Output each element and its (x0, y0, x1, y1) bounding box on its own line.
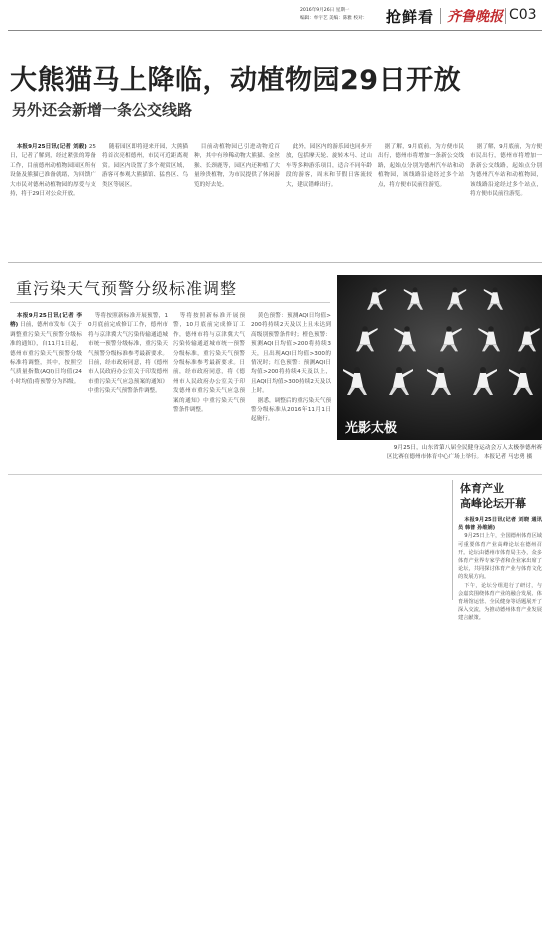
editor-credit: 编辑：牟宇艺 (300, 16, 328, 21)
smog-column-1 (10, 312, 82, 440)
lead-column-1 (10, 143, 96, 255)
lead-column-3 (194, 143, 280, 255)
section-name: 抢鲜看 (386, 8, 435, 26)
lead-column-6 (470, 143, 542, 255)
lead-headline: 大熊猫马上降临，动植物园29日开放 (10, 65, 462, 96)
smog-headline: 重污染天气预警分级标准调整 (16, 279, 238, 298)
sports-column (458, 516, 542, 716)
lead-text-5-continued: 据了解，9月底前，为方便市民出行，德州市将增加一条新公交线路，起始点分别为德州汽车站和动植物园，该线路沿途经过多个站点，将方便市民前往游览。 (470, 144, 542, 198)
sports-headline-1: 体育产业 (460, 482, 504, 495)
smog-column-3 (173, 312, 245, 440)
smog-text-4: 据悉，调整后的重污染天气预警分级标准从2016年11月1日起施行。 (251, 397, 331, 423)
smog-byline: 本报9月25日讯(记者 李榕) (10, 313, 82, 329)
proof-credit: 校对： (353, 16, 368, 21)
photo-caption-title: 光影太极 (345, 421, 398, 436)
sports-left-border (452, 480, 453, 600)
smog-column-4 (251, 312, 331, 440)
lead-text-1: 25日，记者了解到，经过紧张的筹备工作，目前德州动植物园园区所有设备及熊猫已准备就绪，为回馈广大市民对德州动植物园的厚爱与支持，将于29日对公众开放。 (10, 144, 96, 198)
smog-text-2-continued: 等将按照新标准开展预警，10月底前完成修订工作，德州市将与京津冀大气污染传输通道城市统一预警分级标准，重污染天气预警分级标准参考最新要求。日前，经市政府同意，将《德州市人民政府办公室关于印发德州市重污染天气应急预案的通知》中重污染天气预警条件调整。 (173, 313, 245, 414)
issue-weekday: 星期一 (335, 8, 350, 13)
lead-text-2: 随着园区即将迎来开园，大熊猫将首次亮相德州，市民可近距离观赏。园区内设置了多个观赏区域，游客可参观大熊猫馆、猛兽区、鸟类区等展区。 (102, 144, 188, 188)
lead-text-4: 此外，园区内的游乐园也同步开放，包括摩天轮、旋转木马、过山车等多种游乐项目，适合不同年龄段的游客，周末和节假日客流较大，建议错峰出行。 (286, 144, 372, 188)
lead-text-3: 目前动植物园已引进动物近百种，其中有珍稀动物大熊猫、金丝猴、长颈鹿等，园区内还种植了大量珍贵植物，为市民提供了休闲游览的好去处。 (194, 144, 280, 188)
lead-column-2 (102, 143, 188, 255)
newspaper-logo: 齐鲁晚报 (447, 9, 503, 25)
tai-chi-photo-image (337, 275, 542, 440)
photo-caption (387, 444, 542, 474)
sports-byline: 本报9月25日讯(记者 刘晓 通讯员 韩普 孙维娟) (458, 517, 542, 532)
smog-text-3: 黄色预警：预测AQI日均值>200将持续2天及以上且未达到高级别预警条件时；橙色预警：预测AQI日均值>200将持续3天，且出现AQI日均值>300的情况时；红色预警：预测AQI日均值>200将持续4天及以上，且AQI日均值>300持续2天及以上时。 (251, 313, 331, 395)
smog-column-2 (88, 312, 168, 440)
tai-chi-photo (337, 275, 542, 440)
lead-text-5: 据了解，9月底前，为方便市民出行，德州市将增加一条新公交线路，起始点分别为德州汽车站和动植物园，该线路沿途经过多个站点，将方便市民前往游览。 (378, 144, 464, 188)
design-credit: 美编：陈雅 (329, 16, 353, 21)
masthead-divider (440, 8, 441, 24)
issue-date: 2016年9月26日 (300, 8, 335, 13)
photo-caption-text: 9月25日，山东省第八届全民健身运动会万人太极拳德州赛区比赛在德州市体育中心广场上举行。 本报记者 马忠勇 摄 (387, 445, 542, 461)
masthead-rule (8, 30, 542, 31)
lead-byline: 本报9月25日讯(记者 刘毅) (16, 144, 89, 150)
lead-column-5 (378, 143, 464, 255)
smog-text-2: 等将按照新标准开展预警，10月底前完成修订工作，德州市将与京津冀大气污染传输通道城市统一预警分级标准，重污染天气预警分级标准参考最新要求。日前，经市政府同意，将《德州市人民政府办公室关于印发德州市重污染天气应急预案的通知》中重污染天气预警条件调整。 (88, 313, 168, 395)
masthead-divider-2 (505, 8, 506, 24)
page-number: C03 (509, 7, 537, 23)
smog-headline-rule (10, 302, 330, 303)
sports-headline-2: 高峰论坛开幕 (460, 497, 526, 510)
smog-text-1: 日前，德州市发布《关于调整重污染天气预警分级标准的通知》，自11月1日起，德州市重污染天气预警分级标准将调整，其中，按照空气质量指数(AQI)日均值(24小时均值)将预警分为四级。 (10, 322, 82, 385)
sports-text-1: 9月25日上午，全国德州体育区域可重要体育产业高峰论坛在德州召开。论坛由德州市体育局主办，众多体育产业界专家学者和企业家出席了论坛，共同探讨体育产业与体育文化的发展方向。 (458, 533, 542, 581)
editor-credits (300, 14, 380, 23)
sports-text-2: 下午，论坛分组进行了研讨，与会嘉宾围绕体育产业的融合发展、体育场馆运营、全民健身等话题展开了深入交流，为推动德州体育产业发展建言献策。 (458, 582, 542, 622)
middle-rule (8, 474, 542, 475)
lead-subhead: 另外还会新增一条公交线路 (12, 101, 193, 119)
lead-column-4 (286, 143, 372, 255)
lead-bottom-rule (8, 262, 542, 263)
